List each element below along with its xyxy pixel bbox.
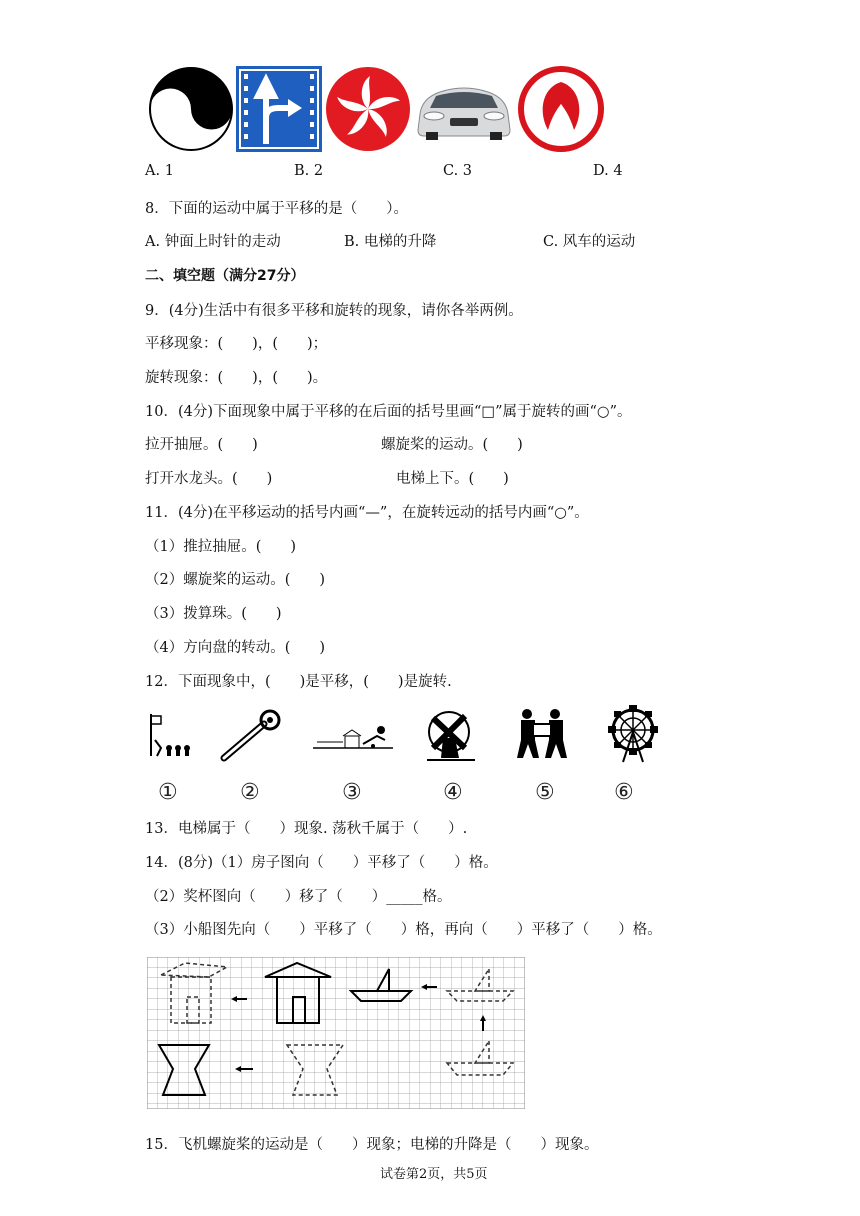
picture-label-2: ② bbox=[240, 780, 260, 805]
picture-label-1: ① bbox=[158, 780, 178, 805]
q8-option-b: B. 电梯的升降 bbox=[344, 234, 437, 250]
q10-item1: 拉开抽屉。( ) bbox=[145, 437, 258, 453]
option-a: A. 1 bbox=[145, 163, 174, 179]
q11-question: 11．(4分)在平移运动的括号内画“—”，在旋转远动的括号内画“○”。 bbox=[145, 505, 589, 521]
windmill-icon bbox=[423, 708, 479, 764]
translation-grid-figure bbox=[147, 957, 525, 1109]
q14-line3: （3）小船图先向（ ）平移了（ ）格，再向（ ）平移了（ ）格。 bbox=[145, 922, 662, 938]
q11-item4: （4）方向盘的转动。( ) bbox=[145, 640, 326, 656]
option-d: D. 4 bbox=[593, 163, 623, 179]
q8-option-c: C. 风车的运动 bbox=[543, 234, 636, 250]
picture-label-6: ⑥ bbox=[614, 780, 634, 805]
q14-line1: 14．(8分)（1）房子图向（ ）平移了（ ）格。 bbox=[145, 855, 498, 871]
flag-and-figures-icon bbox=[145, 710, 197, 760]
option-c: C. 3 bbox=[443, 163, 473, 179]
q8-option-a: A. 钟面上时针的走动 bbox=[145, 234, 281, 250]
yin-yang-icon bbox=[147, 66, 235, 152]
footer-page-number: 试卷第2页，共5页 bbox=[380, 1167, 488, 1182]
picture-label-5: ⑤ bbox=[535, 780, 555, 805]
road-direction-sign-icon bbox=[236, 66, 322, 152]
picture-label-3: ③ bbox=[342, 780, 362, 805]
q11-item2: （2）螺旋桨的运动。( ) bbox=[145, 572, 326, 588]
q12-question: 12．下面现象中，( )是平移，( )是旋转. bbox=[145, 674, 452, 690]
q10-item2: 螺旋桨的运动。( ) bbox=[381, 437, 523, 453]
dongfeng-logo-icon bbox=[518, 66, 604, 152]
slide-scene-icon bbox=[313, 718, 393, 752]
wrench-icon bbox=[218, 708, 284, 764]
q10-item3: 打开水龙头。( ) bbox=[145, 471, 273, 487]
hong-kong-flag-icon bbox=[325, 66, 411, 152]
picture-label-4: ④ bbox=[443, 780, 463, 805]
q9-question: 9．(4分)生活中有很多平移和旋转的现象，请你各举两例。 bbox=[145, 303, 523, 319]
q14-line2: （2）奖杯图向（ ）移了（ ）_____格。 bbox=[145, 889, 452, 905]
q10-question: 10．(4分)下面现象中属于平移的在后面的括号里画“□”属于旋转的画“○”。 bbox=[145, 404, 632, 420]
q11-item1: （1）推拉抽屉。( ) bbox=[145, 539, 297, 555]
q9-line1: 平移现象：( )，( )； bbox=[145, 336, 328, 352]
q8-question: 8．下面的运动中属于平移的是（ ）。 bbox=[145, 201, 408, 217]
two-people-carrying-icon bbox=[515, 706, 571, 762]
section-title: 二、填空题（满分27分） bbox=[145, 268, 305, 284]
q15-question: 15．飞机螺旋桨的运动是（ ）现象；电梯的升降是（ ）现象。 bbox=[145, 1137, 599, 1153]
car-icon bbox=[412, 74, 516, 146]
option-b: B. 2 bbox=[294, 163, 324, 179]
q11-item3: （3）拨算珠。( ) bbox=[145, 606, 282, 622]
q9-line2: 旋转现象：( )，( )。 bbox=[145, 370, 328, 386]
q13-question: 13．电梯属于（ ）现象. 荡秋千属于（ ）. bbox=[145, 821, 468, 837]
ferris-wheel-icon bbox=[605, 704, 661, 764]
q10-item4: 电梯上下。( ) bbox=[396, 471, 509, 487]
